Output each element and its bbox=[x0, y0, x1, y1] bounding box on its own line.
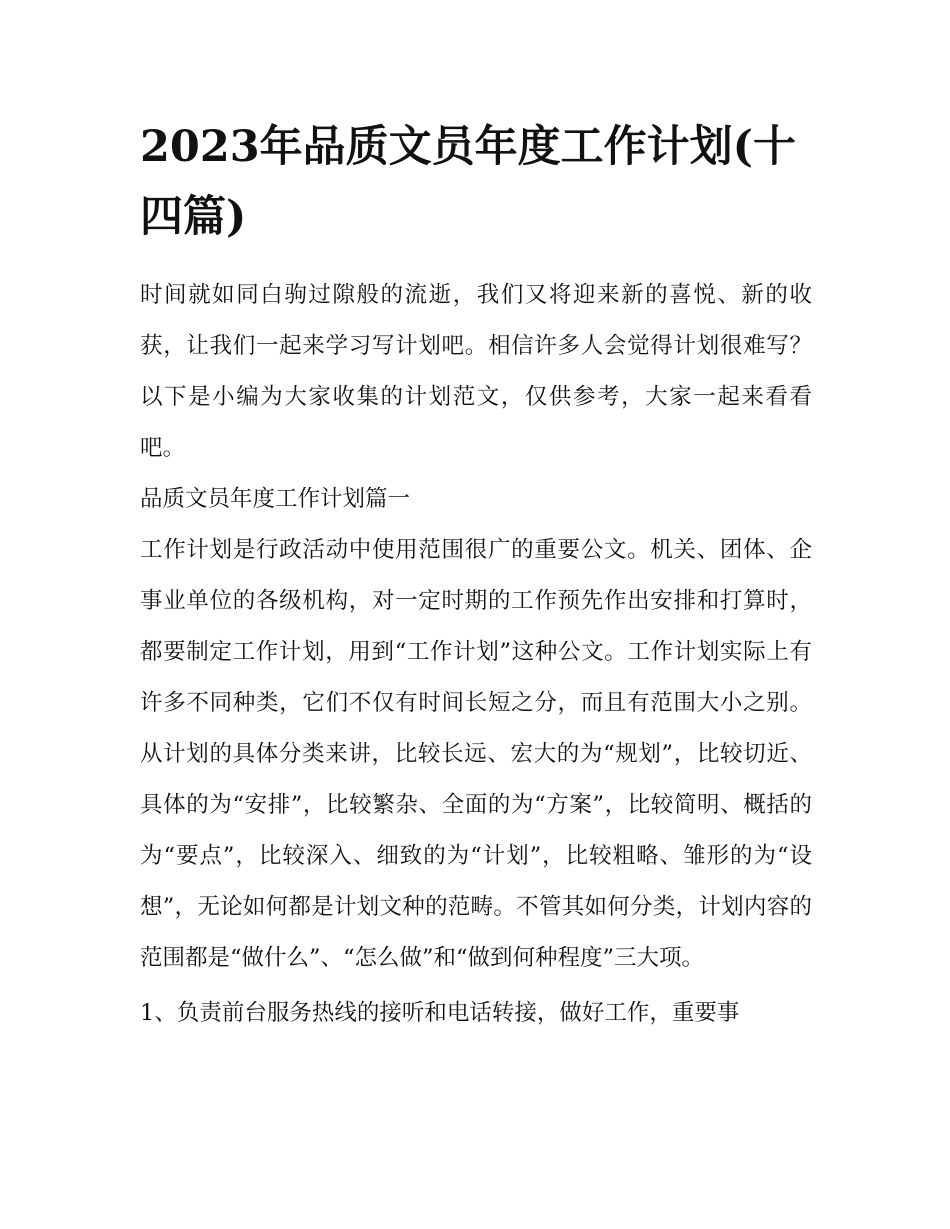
section-heading: 品质文员年度工作计划篇一 bbox=[140, 486, 411, 512]
body-paragraph: 工作计划是行政活动中使用范围很广的重要公文。机关、团体、企事业单位的各级机构，对一定时期的工作预先作出安排和打算时，都要制定工作计划，用到“工作计划”这种公文。工作计划实际上有许多不同种类，它们不仅有时间长短之分，而且有范围大小之别。从计划的具体分类来讲，比较长远、宏大的为“规划”，比较切近、具体的为“安排”，比较繁杂、全面的为“方案”，比较简明、概括的为“要点”，比较深入、细致的为“计划”，比较粗略、雏形的为“设想”，无论如何都是计划文种的范畴。不管其如何分类，计划内容的范围都是“做什么”、“怎么做”和“做到何种程度”三大项。 bbox=[140, 537, 812, 971]
list-item: 1、负责前台服务热线的接听和电话转接，做好工作，重要事 bbox=[140, 1000, 740, 1026]
intro-paragraph: 时间就如同白驹过隙般的流逝，我们又将迎来新的喜悦、新的收获，让我们一起来学习写计划吧。相信许多人会觉得计划很难写？以下是小编为大家收集的计划范文，仅供参考，大家一起来看看吧。 bbox=[140, 282, 812, 461]
document-page bbox=[140, 112, 812, 1039]
document-title: 2023年品质文员年度工作计划(十四篇) bbox=[140, 122, 797, 242]
